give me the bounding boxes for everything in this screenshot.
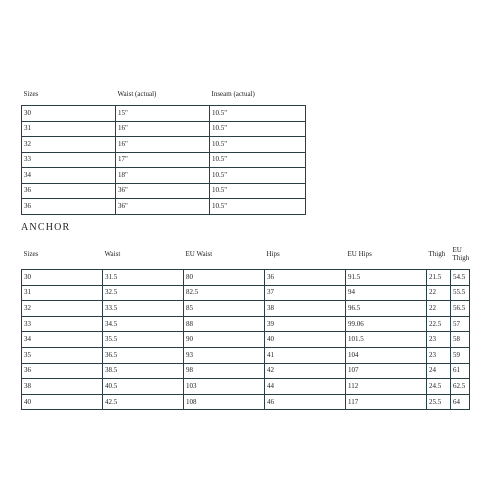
table-cell: 42: [265, 363, 346, 379]
table-cell: 36: [22, 183, 116, 199]
table-cell: 44: [265, 379, 346, 395]
table-row: [22, 347, 470, 363]
table-row: [22, 199, 306, 215]
column-header: EU Waist: [184, 239, 265, 270]
table-row: [22, 168, 306, 184]
table-cell: 36.5: [103, 347, 184, 363]
table-cell: 103: [184, 379, 265, 395]
table-row: [22, 106, 306, 122]
column-header: Waist (actual): [116, 83, 210, 106]
table-cell: 94: [346, 285, 427, 301]
table-cell: 46: [265, 394, 346, 410]
table-cell: 117: [346, 394, 427, 410]
table-cell: 30: [22, 106, 116, 122]
table-cell: 24.5: [427, 379, 451, 395]
table-cell: 38.5: [103, 363, 184, 379]
table-cell: 10.5": [210, 199, 306, 215]
table-cell: 33: [22, 152, 116, 168]
section-title: ANCHOR: [21, 222, 71, 233]
table-cell: 36: [22, 199, 116, 215]
table-cell: 59: [451, 347, 470, 363]
table-cell: 36": [116, 199, 210, 215]
table-cell: 96.5: [346, 301, 427, 317]
table-cell: 32: [22, 301, 103, 317]
column-header: Sizes: [22, 239, 103, 270]
table-cell: 32: [22, 137, 116, 153]
table-cell: 10.5": [210, 106, 306, 122]
table-row: [22, 121, 306, 137]
table-cell: 10.5": [210, 168, 306, 184]
table-cell: 33: [22, 316, 103, 332]
table-cell: 57: [451, 316, 470, 332]
table-cell: 38: [22, 379, 103, 395]
table-cell: 10.5": [210, 152, 306, 168]
column-header: Inseam (actual): [210, 83, 306, 106]
table-row: [22, 152, 306, 168]
size-table-actual: [21, 83, 306, 215]
table-cell: 39: [265, 316, 346, 332]
table-row: [22, 332, 470, 348]
table-cell: 16": [116, 121, 210, 137]
table-row: [22, 394, 470, 410]
table-cell: 34.5: [103, 316, 184, 332]
table-cell: 108: [184, 394, 265, 410]
table-cell: 36": [116, 183, 210, 199]
table-cell: 30: [22, 270, 103, 286]
table-cell: 58: [451, 332, 470, 348]
table-cell: 112: [346, 379, 427, 395]
table-cell: 22.5: [427, 316, 451, 332]
table-cell: 61: [451, 363, 470, 379]
table-cell: 38: [265, 301, 346, 317]
table-cell: 35.5: [103, 332, 184, 348]
table-cell: 56.5: [451, 301, 470, 317]
table-cell: 64: [451, 394, 470, 410]
table-cell: 10.5": [210, 121, 306, 137]
table-cell: 85: [184, 301, 265, 317]
table-cell: 25.5: [427, 394, 451, 410]
table-cell: 34: [22, 332, 103, 348]
table-cell: 104: [346, 347, 427, 363]
table-cell: 101.5: [346, 332, 427, 348]
table-header-row: [22, 83, 306, 106]
table-cell: 23: [427, 332, 451, 348]
table-row: [22, 270, 470, 286]
table-row: [22, 379, 470, 395]
table-cell: 82.5: [184, 285, 265, 301]
table-cell: 98: [184, 363, 265, 379]
table-cell: 18": [116, 168, 210, 184]
table-header-row: [22, 239, 470, 270]
table-row: [22, 363, 470, 379]
column-header: Waist: [103, 239, 184, 270]
table-cell: 34: [22, 168, 116, 184]
table-cell: 31.5: [103, 270, 184, 286]
table-cell: 15": [116, 106, 210, 122]
table-cell: 35: [22, 347, 103, 363]
table-row: [22, 316, 470, 332]
table-cell: 93: [184, 347, 265, 363]
table-cell: 90: [184, 332, 265, 348]
table-row: [22, 285, 470, 301]
table-cell: 31: [22, 121, 116, 137]
column-header: Hips: [265, 239, 346, 270]
table-cell: 36: [22, 363, 103, 379]
table-cell: 22: [427, 301, 451, 317]
table-cell: 54.5: [451, 270, 470, 286]
table-cell: 42.5: [103, 394, 184, 410]
table-cell: 33.5: [103, 301, 184, 317]
table-cell: 37: [265, 285, 346, 301]
table-cell: 41: [265, 347, 346, 363]
table-cell: 21.5: [427, 270, 451, 286]
table-cell: 88: [184, 316, 265, 332]
column-header: Sizes: [22, 83, 116, 106]
table-cell: 32.5: [103, 285, 184, 301]
table-cell: 40.5: [103, 379, 184, 395]
table-row: [22, 183, 306, 199]
table-cell: 36: [265, 270, 346, 286]
column-header: EU Hips: [346, 239, 427, 270]
table-row: [22, 301, 470, 317]
table-cell: 91.5: [346, 270, 427, 286]
table-row: [22, 137, 306, 153]
size-table-anchor: [21, 239, 470, 410]
table-cell: 24: [427, 363, 451, 379]
table-cell: 40: [265, 332, 346, 348]
table-cell: 10.5": [210, 137, 306, 153]
table-cell: 22: [427, 285, 451, 301]
table-cell: 17": [116, 152, 210, 168]
table-cell: 23: [427, 347, 451, 363]
table-cell: 40: [22, 394, 103, 410]
column-header: EU Thigh: [451, 239, 470, 270]
table-cell: 80: [184, 270, 265, 286]
table-cell: 99.06: [346, 316, 427, 332]
table-cell: 55.5: [451, 285, 470, 301]
table-cell: 10.5": [210, 183, 306, 199]
table-cell: 16": [116, 137, 210, 153]
table-cell: 62.5: [451, 379, 470, 395]
column-header: Thigh: [427, 239, 451, 270]
table-cell: 31: [22, 285, 103, 301]
table-cell: 107: [346, 363, 427, 379]
